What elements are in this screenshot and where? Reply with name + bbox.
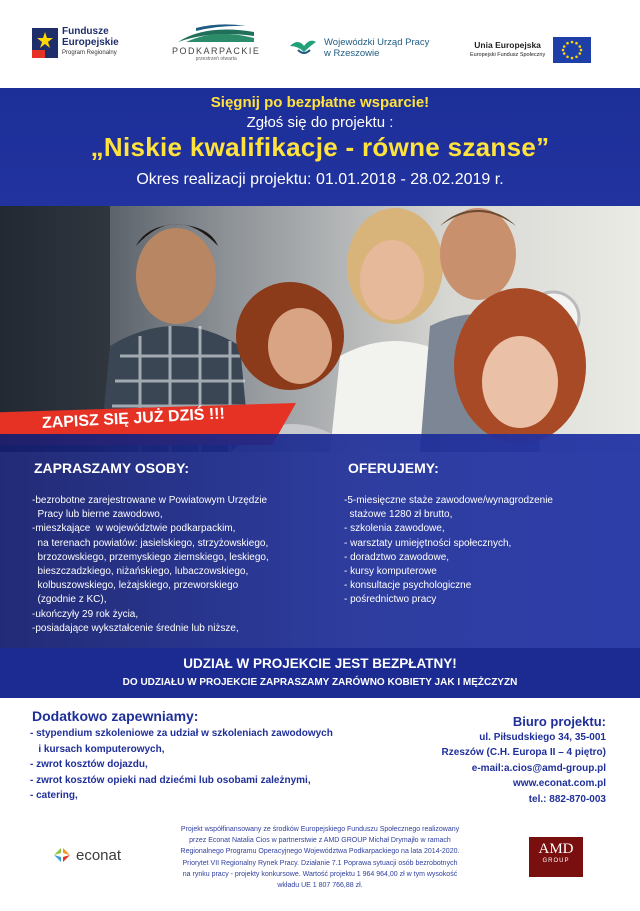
offer-list xyxy=(344,494,553,608)
footer xyxy=(0,816,640,911)
office-title: Biuro projektu: xyxy=(512,714,606,729)
free-participation-band xyxy=(0,648,640,698)
offer-item: - warsztaty umiejętności społecznych, xyxy=(344,537,512,549)
ue-line1: Unia Europejska xyxy=(474,40,541,50)
headline-support: Sięgnij po bezpłatne wsparcie! xyxy=(210,94,430,111)
fe-line3: Program Regionalny xyxy=(62,50,117,56)
additional-item: - zwrot kosztów dojazdu, xyxy=(30,759,148,771)
invite-item: -mieszkające w województwie podkarpackim, xyxy=(32,523,236,535)
podkarpackie-logo xyxy=(172,22,260,62)
invite-item: Pracy lub bierne zawodowo, xyxy=(32,509,163,521)
ue-line2: Europejski Fundusz Społeczny xyxy=(470,52,546,58)
free-headline: UDZIAŁ W PROJEKCIE JEST BEZPŁATNY! xyxy=(183,656,457,671)
additional-title: Dodatkowo zapewniamy: xyxy=(32,708,199,724)
footer-line: na rynku pracy - projekty konkursowe. Wartość projektu 1 964 964,00 zł w tym wysokość xyxy=(182,870,458,878)
offer-item: stażowe 1280 zł brutto, xyxy=(344,509,453,521)
eu-flag-icon xyxy=(553,37,591,63)
office-website[interactable]: www.econat.com.pl xyxy=(513,778,606,790)
invite-item: bieszczadzkiego, niżańskiego, lubaczowskiego, xyxy=(32,566,249,578)
footer-line: wkładu UE 1 807 766,88 zł. xyxy=(277,882,363,890)
office-contact xyxy=(442,730,606,807)
offer-item: - doradztwo zawodowe, xyxy=(344,551,450,563)
wup-logo xyxy=(288,36,429,60)
invite-item: brzozowskiego, przemyskiego ziemskiego, leskiego, xyxy=(32,551,269,563)
amd-group-logo xyxy=(529,837,583,877)
invite-item: (zgodnie z KC), xyxy=(32,594,107,606)
invite-list xyxy=(32,494,269,636)
offer-item: - pośrednictwo pracy xyxy=(344,594,437,606)
footer-funding-text xyxy=(164,824,476,891)
fundusze-europejskie-logo xyxy=(32,26,119,59)
amd-name: AMD xyxy=(538,841,574,857)
econat-logo xyxy=(52,846,121,864)
wup-line2: w Rzeszowie xyxy=(324,48,380,59)
amd-group: GROUP xyxy=(542,858,570,864)
invite-item: -ukończyły 29 rok życia, xyxy=(32,608,139,620)
econat-leaf-icon xyxy=(52,846,72,864)
offer-item: -5-miesięczne staże zawodowe/wynagrodzenie xyxy=(344,495,553,506)
invite-item: na terenach powiatów: jasielskiego, strzyżowskiego, xyxy=(32,537,269,549)
footer-line: przez Econat Natalia Cios w partnerstwie z AMD GROUP Michał Drymajło w ramach xyxy=(189,837,451,845)
fe-star-icon xyxy=(32,28,58,58)
pk-tagline: przestrzeń otwarta xyxy=(195,56,237,62)
footer-line: Priorytet VII Regionalny Rynek Pracy. Działanie 7.1 Poprawa sytuacji osób bezrobotnych xyxy=(182,859,458,867)
header-band xyxy=(0,88,640,206)
invite-title: ZAPRASZAMY OSOBY: xyxy=(34,460,190,476)
pk-name: PODKARPACKIE xyxy=(172,46,261,56)
footer-line: Projekt współfinansowany ze środków Europejskiego Funduszu Społecznego realizowany xyxy=(180,826,460,833)
info-block xyxy=(0,434,640,648)
invite-item: kolbuszowskiego, leżajskiego, przeworskiego xyxy=(32,580,239,592)
office-address: ul. Piłsudskiego 34, 35-001 xyxy=(479,732,606,743)
project-title: „Niskie kwalifikacje - równe szanse” xyxy=(90,132,550,162)
signup-text: ZAPISZ SIĘ JUŻ DZIŚ !!! xyxy=(41,405,226,432)
econat-name: econat xyxy=(76,846,122,864)
eu-logo xyxy=(470,37,591,63)
headline-apply: Zgłoś się do projektu : xyxy=(246,114,394,131)
fe-line2: Europejskie xyxy=(62,37,119,48)
office-email[interactable]: e-mail:a.cios@amd-group.pl xyxy=(471,762,606,774)
additional-item: - zwrot kosztów opieki nad dziećmi lub osobami zależnymi, xyxy=(30,774,311,786)
wup-line1: Wojewódzki Urząd Pracy xyxy=(324,37,430,48)
project-period: Okres realizacji projektu: 01.01.2018 - 28.02.2019 r. xyxy=(136,171,504,188)
podkarpackie-mountain-icon xyxy=(176,22,256,44)
footer-line: Regionalnego Programu Operacyjnego Województwa Podkarpackiego na lata 2014-2020. xyxy=(180,848,460,856)
additional-item: - stypendium szkoleniowe za udział w szkoleniach zawodowych xyxy=(30,728,333,739)
office-city: Rzeszów (C.H. Europa II – 4 piętro) xyxy=(441,747,606,759)
wup-bird-icon xyxy=(288,36,318,60)
offer-item: - konsultacje psychologiczne xyxy=(344,580,472,592)
fe-line1: Fundusze xyxy=(62,26,109,37)
invite-item: -bezrobotne zarejestrowane w Powiatowym Urzędzie xyxy=(32,495,268,506)
additional-item: - catering, xyxy=(30,790,78,802)
logo-bar xyxy=(0,0,640,88)
free-subline: DO UDZIAŁU W PROJEKCIE ZAPRASZAMY ZARÓWNO KOBIETY JAK I MĘŻCZYZN xyxy=(122,677,518,688)
office-phone[interactable]: tel.: 882-870-003 xyxy=(528,793,606,805)
additional-item: i kursach komputerowych, xyxy=(30,743,165,755)
invite-item: -posiadające wykształcenie średnie lub niższe, xyxy=(32,622,239,634)
offer-item: - szkolenia zawodowe, xyxy=(344,523,445,535)
additional-list xyxy=(30,726,333,804)
offer-title: OFERUJEMY: xyxy=(348,460,439,476)
offer-item: - kursy komputerowe xyxy=(344,566,437,578)
